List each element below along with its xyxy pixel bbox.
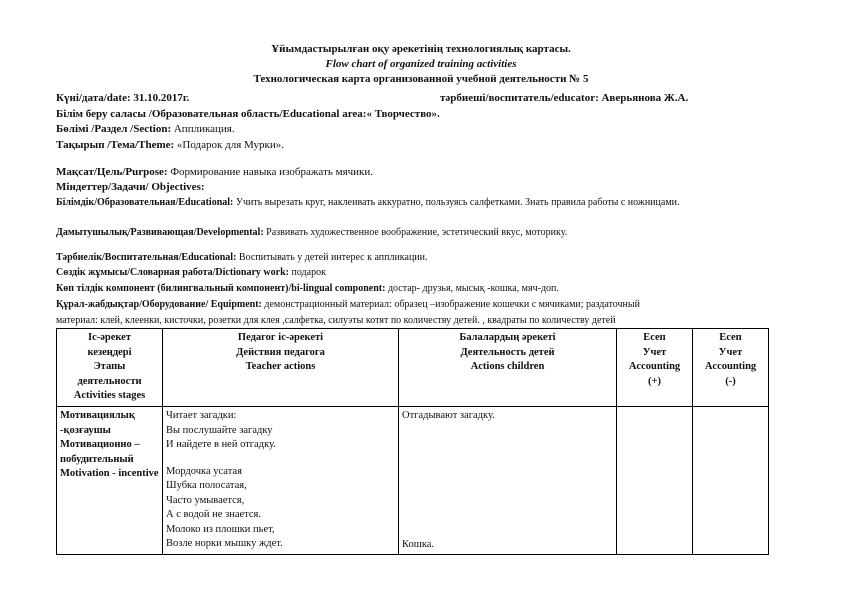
- header-teacher-kz: Педагог іс-әрекеті: [237, 332, 324, 343]
- date-line: Күні/дата/date: 31.10.2017г.: [56, 92, 190, 104]
- accounting-plus-cell: [617, 407, 693, 555]
- purpose-value: Формирование навыка изображать мячики.: [167, 166, 374, 178]
- header-accounting-minus: [693, 329, 769, 407]
- title-kz: Ұйымдастырылған оқу әрекетінің технологиялық картасы.: [271, 43, 571, 55]
- theme-value: «Подарок для Мурки».: [174, 139, 285, 151]
- purpose-line: [56, 167, 373, 178]
- area-value: « Творчество».: [366, 108, 440, 120]
- stage-kz: Мотивациялық -қозғаушы: [60, 410, 135, 436]
- header-stages-kz-2: кезеңдері: [87, 346, 132, 358]
- educational-objective: [56, 198, 680, 208]
- teacher-line: Часто умывается,: [166, 494, 245, 506]
- section-label: Бөлімі /Раздел /Section:: [56, 123, 172, 135]
- children-action: Отгадывают загадку.: [402, 410, 495, 421]
- header-plus-ru: Учет: [642, 346, 667, 358]
- header-stages-kz-1: Іс-әрекет: [87, 332, 131, 343]
- upbringing-label: Тәрбиелік/Воспитательная/Educational:: [56, 252, 237, 263]
- developmental-label: Дамытушылық/Развивающая/Developmental:: [56, 227, 264, 238]
- developmental-objective: [56, 228, 567, 238]
- header-plus-sign: (+): [648, 375, 661, 387]
- children-cell: [399, 407, 617, 555]
- teacher-line: Вы послушайте загадку: [166, 424, 273, 436]
- header-plus-kz: Есеп: [643, 332, 666, 343]
- dictionary-label: Сөздік жұмысы/Словарная работа/Dictionary work:: [56, 267, 289, 278]
- header-minus-ru: Учет: [718, 346, 743, 358]
- teacher-line: Возле норки мышку ждет.: [166, 538, 283, 549]
- teacher-line: И найдете в ней отгадку.: [166, 439, 276, 450]
- theme-label: Тақырып /Тема/Theme:: [56, 139, 175, 151]
- title-ru: Технологическая карта организованной учебной деятельности № 5: [253, 73, 589, 85]
- header-children-kz: Балалардың әрекеті: [459, 332, 556, 343]
- header-accounting-plus: [617, 329, 693, 407]
- teacher-line: Молоко из плошки пьет,: [166, 523, 275, 535]
- dictionary-value: подарок: [288, 267, 326, 278]
- section-line: [56, 124, 235, 135]
- section-value: Аппликация.: [171, 123, 235, 135]
- equipment-line-2: материал: клей, клеенки, кисточки, розетки для клея ,салфетка, силуэты котят по количеству детей. , квадраты по количеству детей: [56, 315, 616, 326]
- header-teacher: [163, 329, 399, 407]
- stage-ru: Мотивационно – побудительный: [60, 439, 140, 465]
- upbringing-objective: [56, 253, 428, 263]
- educator-line: тәрбиеші/воспитатель/educator: Аверьянова Ж.А.: [440, 92, 689, 104]
- header-stages-ru-2: деятельности: [77, 375, 142, 387]
- developmental-value: Развивать художественное воображение, эстетический вкус, моторику.: [263, 227, 568, 238]
- children-answer: Кошка.: [402, 539, 435, 550]
- dictionary-line: [56, 268, 326, 278]
- teacher-line: Мордочка усатая: [166, 465, 242, 477]
- title-en: Flow chart of organized training activities: [325, 58, 517, 70]
- header-minus-sign: (-): [725, 375, 736, 387]
- header-children-ru: Деятельность детей: [460, 346, 555, 358]
- upbringing-value: Воспитывать у детей интерес к аппликации.: [236, 252, 428, 263]
- stage-en: Motivation - incentive: [60, 468, 159, 479]
- theme-line: [56, 140, 284, 151]
- header-plus-en: Accounting: [628, 361, 681, 372]
- teacher-blank-line: [166, 453, 395, 465]
- educational-label: Білімдік/Образовательная/Educational:: [56, 197, 234, 208]
- teacher-cell: [163, 407, 399, 555]
- flow-table: [56, 328, 769, 555]
- header-stages-en: Activities stages: [73, 390, 146, 401]
- equipment-value: демонстрационный материал: образец –изображение кошечки с мячиками; раздаточный: [261, 299, 640, 310]
- objectives-label: Міндеттер/Задачи/ Objectives:: [56, 181, 205, 193]
- table-row: [57, 407, 769, 555]
- equipment-label: Құрал-жабдықтар/Оборудование/ Equipment:: [56, 299, 262, 310]
- equipment-line: [56, 300, 640, 310]
- header-stages: [57, 329, 163, 407]
- teacher-line: А с водой не знается.: [166, 509, 261, 520]
- header-children-en: Actions children: [470, 361, 545, 372]
- header-teacher-ru: Действия педагога: [236, 346, 325, 358]
- bilingual-label: Көп тілдік компонент (билингвальный компонент)/bi-lingual component:: [56, 283, 386, 294]
- teacher-line: Читает загадки:: [166, 410, 237, 421]
- header-teacher-en: Teacher actions: [245, 361, 316, 372]
- bilingual-line: [56, 284, 559, 294]
- header-minus-en: Accounting: [704, 361, 757, 372]
- teacher-line: Шубка полосатая,: [166, 480, 247, 491]
- area-label: Білім беру саласы /Образовательная область/Educational area:: [56, 108, 367, 120]
- header-children: [399, 329, 617, 407]
- educational-value: Учить вырезать круг, наклеивать аккуратно, пользуясь салфетками. Знать правила работы с ножницами.: [233, 197, 680, 208]
- bilingual-value: достар- друзья, мысық -кошка, мяч-доп.: [385, 283, 559, 294]
- header-stages-ru-1: Этапы: [93, 361, 126, 372]
- accounting-minus-cell: [693, 407, 769, 555]
- area-line: [56, 109, 440, 120]
- table-header-row: [57, 329, 769, 407]
- header-minus-kz: Есеп: [719, 332, 742, 343]
- purpose-label: Мақсат/Цель/Purpose:: [56, 166, 168, 178]
- stage-cell: [57, 407, 163, 555]
